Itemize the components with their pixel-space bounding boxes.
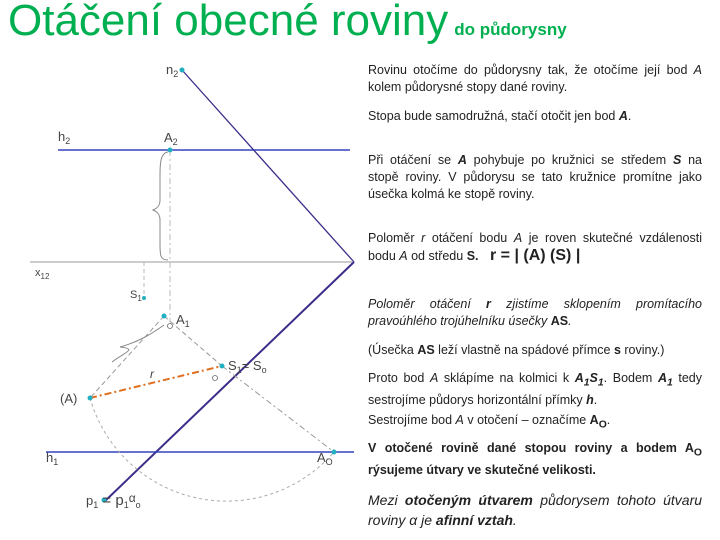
height-brace: [153, 152, 168, 260]
right-angle-mark-A1: [168, 324, 173, 329]
label-S1: $S_1$: [130, 289, 142, 303]
text-trace-fixed: Stopa bude samodružná, stačí otočit jen bod A.: [368, 109, 632, 123]
title-sub: do půdorysny: [454, 20, 567, 39]
label-h1: $h_1$: [46, 450, 59, 467]
text-circle: Při otáčení se A pohybuje po kružnici se středem S na stopě roviny. V půdorysu se tato kružnice promítne jako úsečka kolmá ke stopě roviny.: [368, 153, 702, 201]
text-affine: Mezi otočeným útvarem půdorysem tohoto útvaru roviny α je afinní vztah.: [368, 492, 703, 528]
rotation-arc: [90, 398, 334, 501]
title-main: Otáčení obecné roviny: [8, 0, 449, 45]
text-construct-Ao: Sestrojíme bod A v otočení – označíme $A_O$.: [368, 413, 611, 431]
A1-A-perpendicular: [90, 316, 164, 398]
right-angle-mark-S1: [213, 376, 218, 381]
label-r: r: [150, 367, 154, 381]
text-radius: Poloměr r otáčení bodu A je roven skutečné vzdálenosti bodu A od středu S. r = | (A) (S) |: [368, 231, 702, 264]
point-A1: [162, 314, 167, 319]
radius-r: [90, 366, 222, 398]
label-h2: $h_2$: [58, 129, 71, 146]
label-A1: $A_1$: [176, 312, 190, 329]
height-brace-small: [112, 325, 164, 362]
point-A-rotated: [88, 396, 93, 401]
label-S1-So: $S_1= S_o$: [228, 358, 267, 375]
text-radius-method: Poloměr otáčení r zjistíme sklopením promítacího pravoúhlého trojúhelníku úsečky AS.: [368, 297, 702, 328]
point-A2: [168, 148, 173, 153]
label-x12: $x_{12}$: [35, 267, 50, 281]
n2-trace: [182, 70, 354, 262]
A1-S1-segment: [164, 316, 222, 366]
point-S1: [220, 364, 225, 369]
label-A2: $A_2$: [164, 130, 178, 147]
text-slope-line: (Úsečka AS leží vlastně na spádové přímce s roviny.): [368, 343, 665, 357]
label-Ao: $A_O$: [317, 450, 333, 467]
label-p1: $p_1 = p_1\alpha_o$: [86, 491, 141, 510]
text-rotate-intro: Rovinu otočíme do půdorysny tak, že otočíme její bod A kolem půdorysné stopy dané roviny.: [368, 63, 702, 94]
point-Ao: [332, 450, 337, 455]
point-S1-top: [142, 296, 146, 300]
S1-Ao-line: [222, 366, 334, 452]
text-fold: Proto bod A sklápíme na kolmici k $A_1S_1$. Bodem $A_1$ tedy sestrojíme půdorys horizontální přímky h.: [368, 371, 703, 407]
point-n2: [180, 68, 185, 73]
label-n2: $n_2$: [166, 62, 179, 79]
label-A-rotated: (A): [60, 391, 78, 406]
text-true-size: V otočené rovině dané stopou roviny a bodem $A_O$ rýsujeme útvary ve skutečné velikosti.: [368, 441, 702, 477]
